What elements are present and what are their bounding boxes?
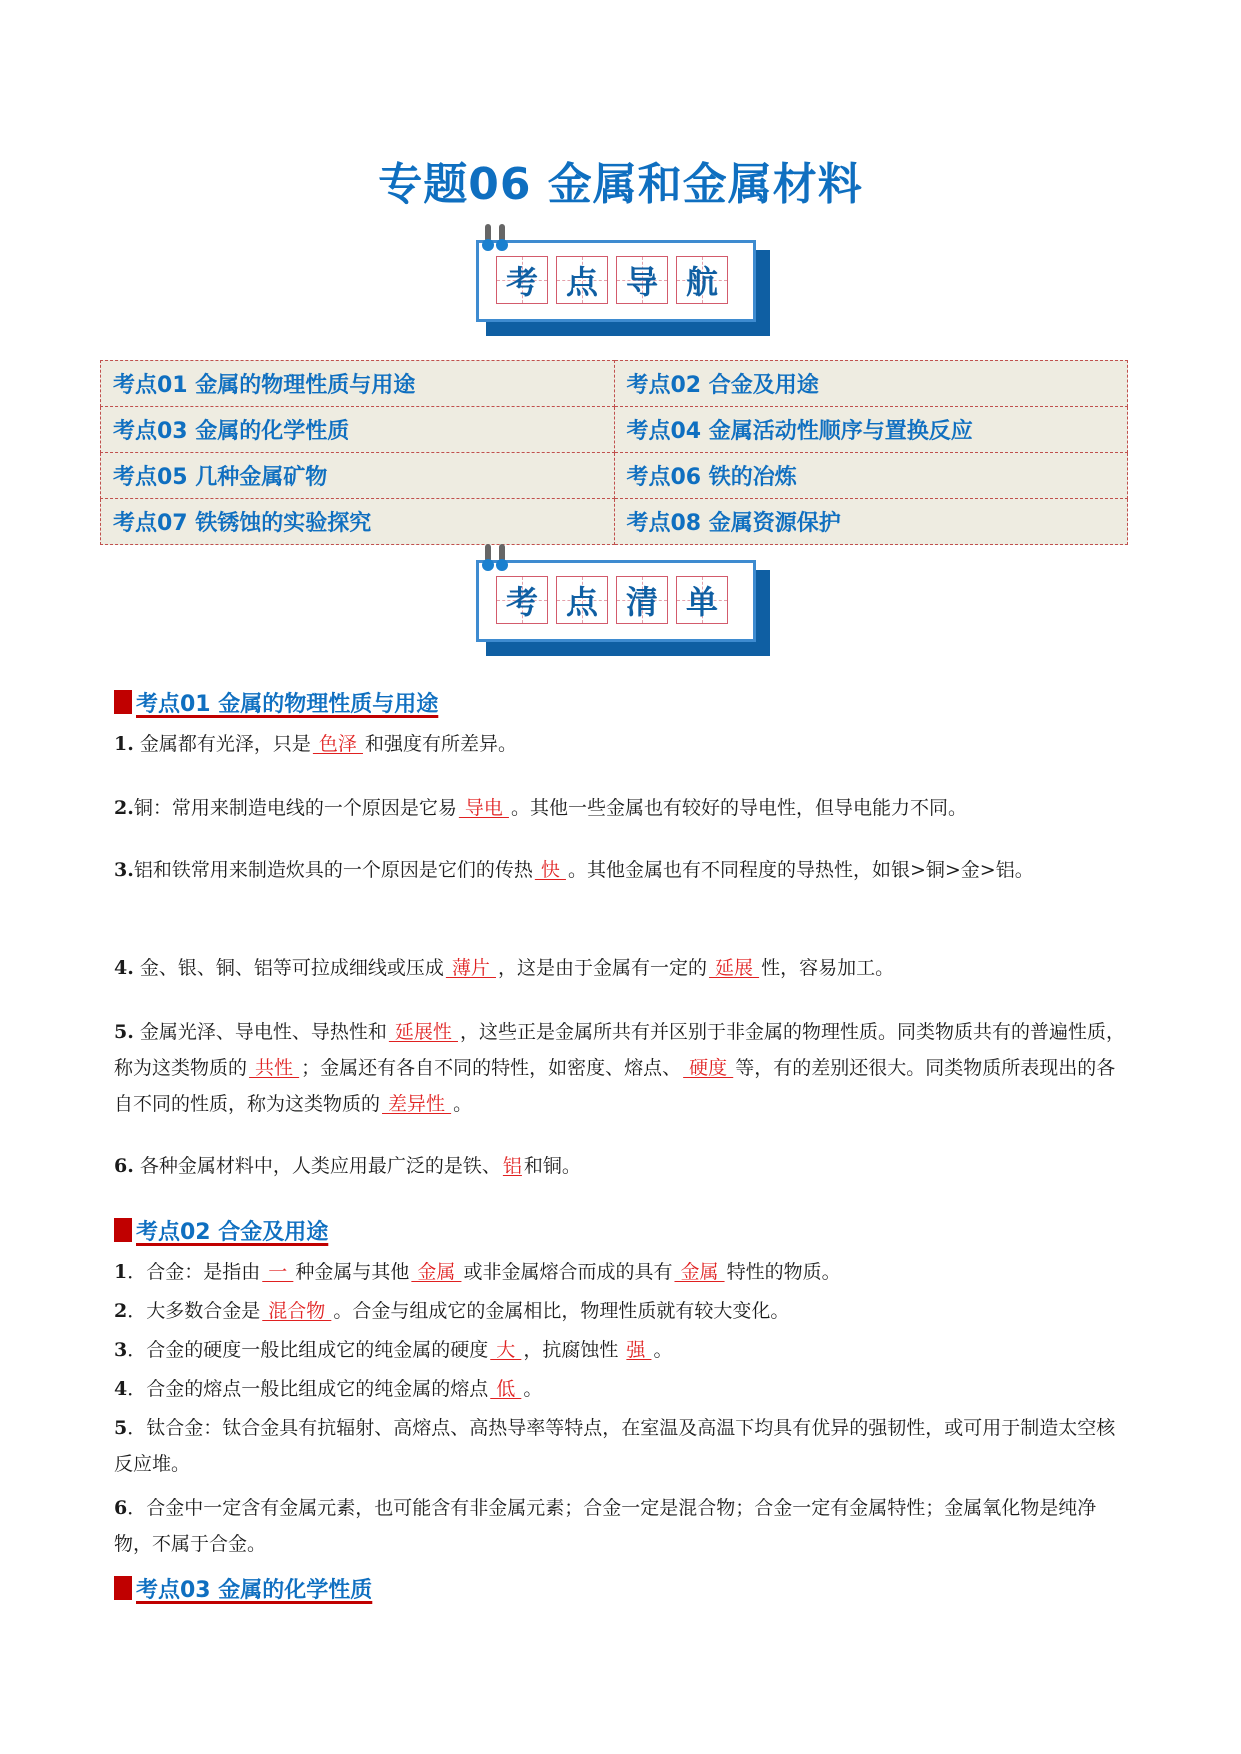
answer-blank: 硬度 <box>683 1057 734 1079</box>
answer-blank: 导电 <box>458 797 509 819</box>
paragraph: 1. 金属都有光泽，只是 色泽 和强度有所差异。 <box>114 733 517 755</box>
answer-blank: 金属 <box>411 1261 462 1283</box>
pin-icon <box>498 544 506 570</box>
badge-cells <box>496 576 728 624</box>
page-title: 专题06 金属和金属材料 <box>378 159 863 210</box>
section-header-topic-01 <box>114 686 438 718</box>
answer-blank: 共性 <box>249 1057 300 1079</box>
paragraph: 3．合金的硬度一般比组成它的纯金属的硬度 大 ，抗腐蚀性 强 。 <box>114 1339 673 1361</box>
badge-char: 考 <box>496 256 548 304</box>
table-row <box>101 361 1128 407</box>
paragraph: 3.铝和铁常用来制造炊具的一个原因是它们的传热 快 。其他金属也有不同程度的导热性，如银>铜>金>铝。 <box>114 859 1034 881</box>
section-badge-list <box>476 560 770 656</box>
table-row <box>101 499 1128 545</box>
answer-blank: 差异性 <box>382 1093 452 1115</box>
nav-link-topic-08[interactable]: 考点08 金属资源保护 <box>614 499 1128 545</box>
answer-blank: 延展性 <box>388 1021 458 1043</box>
nav-link-topic-01[interactable]: 考点01 金属的物理性质与用途 <box>101 361 615 407</box>
paragraph: 6．合金中一定含有金属元素，也可能含有非金属元素；合金一定是混合物；合金一定有金属特性；金属氧化物是纯净物，不属于合金。 <box>114 1497 1097 1555</box>
answer-blank: 一 <box>262 1261 294 1283</box>
square-bullet-icon <box>114 690 132 714</box>
paragraph: 1．合金：是指由 一 种金属与其他 金属 或非金属熔合而成的具有 金属 特性的物质。 <box>114 1261 841 1283</box>
square-bullet-icon <box>114 1218 132 1242</box>
answer-blank: 薄片 <box>445 957 496 979</box>
table-row <box>101 453 1128 499</box>
answer-blank: 色泽 <box>312 733 363 755</box>
nav-link-topic-03[interactable]: 考点03 金属的化学性质 <box>101 407 615 453</box>
paragraph: 4. 金、银、铜、铝等可拉成细线或压成 薄片 ，这是由于金属有一定的 延展 性，容易加工。 <box>114 957 895 979</box>
answer-blank: 金属 <box>674 1261 725 1283</box>
section-header-topic-03 <box>114 1572 372 1604</box>
answer-blank: 铝 <box>502 1155 522 1177</box>
section-badge-nav <box>476 240 770 336</box>
answer-blank: 延展 <box>709 957 760 979</box>
square-bullet-icon <box>114 1576 132 1600</box>
section-title: 考点02 合金及用途 <box>136 1219 329 1245</box>
nav-link-topic-04[interactable]: 考点04 金属活动性顺序与置换反应 <box>614 407 1128 453</box>
table-row <box>101 407 1128 453</box>
topic-nav-table <box>100 360 1128 545</box>
answer-blank: 混合物 <box>262 1300 332 1322</box>
pin-icon <box>484 224 492 250</box>
badge-cells <box>496 256 728 304</box>
answer-blank: 强 <box>626 1339 652 1361</box>
badge-char: 航 <box>676 256 728 304</box>
pin-icon <box>498 224 506 250</box>
paragraph: 2．大多数合金是 混合物 。合金与组成它的金属相比，物理性质就有较大变化。 <box>114 1300 790 1322</box>
paragraph: 4．合金的熔点一般比组成它的纯金属的熔点 低 。 <box>114 1378 543 1400</box>
badge-char: 导 <box>616 256 668 304</box>
nav-link-topic-02[interactable]: 考点02 合金及用途 <box>614 361 1128 407</box>
nav-link-topic-05[interactable]: 考点05 几种金属矿物 <box>101 453 615 499</box>
badge-char: 考 <box>496 576 548 624</box>
section-title: 考点01 金属的物理性质与用途 <box>136 691 439 717</box>
badge-char: 清 <box>616 576 668 624</box>
paragraph: 5．钛合金：钛合金具有抗辐射、高熔点、高热导率等特点，在室温及高温下均具有优异的强韧性，或可用于制造太空核反应堆。 <box>114 1417 1116 1475</box>
nav-link-topic-07[interactable]: 考点07 铁锈蚀的实验探究 <box>101 499 615 545</box>
answer-blank: 低 <box>490 1378 522 1400</box>
paragraph: 5. 金属光泽、导电性、导热性和 延展性 ，这些正是金属所共有并区别于非金属的物理性质。同类物质共有的普遍性质，称为这类物质的 共性 ；金属还有各自不同的特性，如密度、熔点、 硬度 等，有的差别还很大。同类物质所表现出的各自不同的性质，称为这类物质的 差异性 。 <box>114 1021 1125 1115</box>
paragraph: 2.铜：常用来制造电线的一个原因是它易 导电 。其他一些金属也有较好的导电性，但导电能力不同。 <box>114 797 967 819</box>
section-header-topic-02 <box>114 1214 328 1246</box>
section-title: 考点03 金属的化学性质 <box>136 1577 373 1603</box>
badge-char: 点 <box>556 256 608 304</box>
badge-char: 单 <box>676 576 728 624</box>
paragraph: 6. 各种金属材料中，人类应用最广泛的是铁、 铝 和铜。 <box>114 1155 581 1177</box>
answer-blank: 快 <box>534 859 566 881</box>
answer-blank: 大 <box>490 1339 522 1361</box>
badge-char: 点 <box>556 576 608 624</box>
nav-link-topic-06[interactable]: 考点06 铁的冶炼 <box>614 453 1128 499</box>
pin-icon <box>484 544 492 570</box>
